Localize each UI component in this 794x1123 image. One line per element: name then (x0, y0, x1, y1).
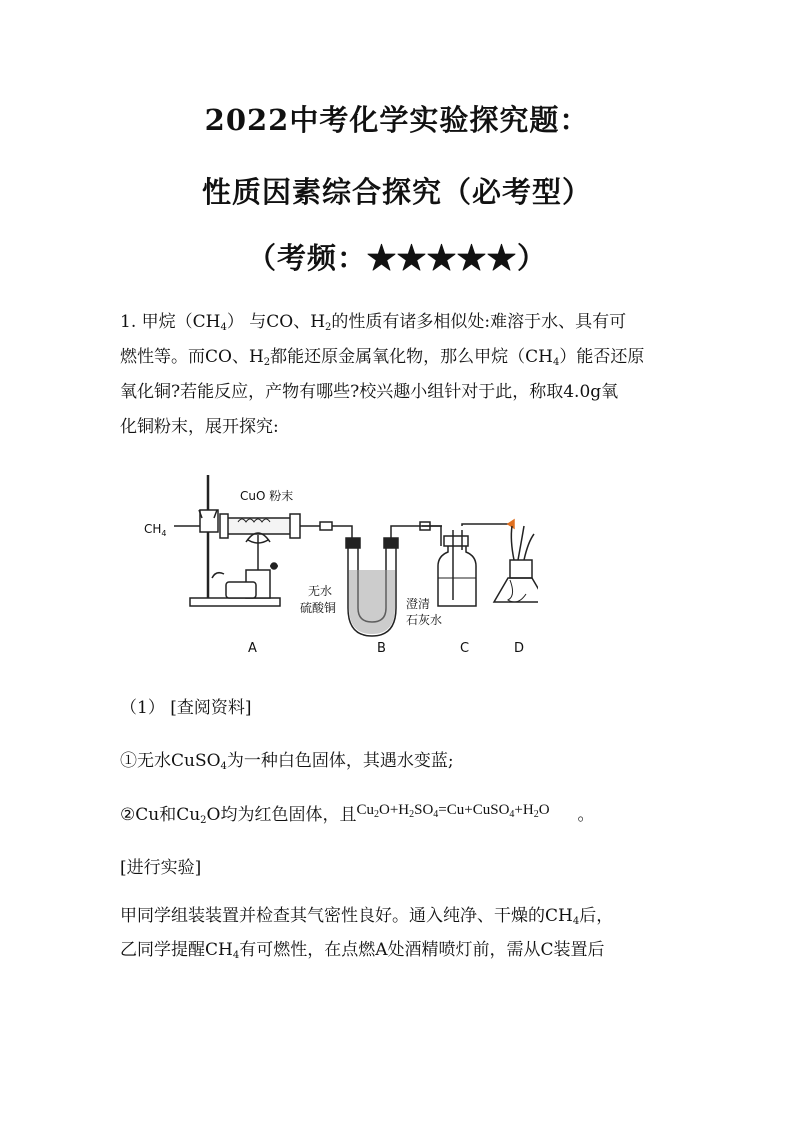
apparatus-c (420, 522, 502, 606)
anhydrous-cuso4-l1: 无水 (308, 584, 333, 598)
intro-line-4: 化铜粉末，展开探究: (120, 417, 279, 437)
intro-line-3: 氧化铜?若能反应，产物有哪些?校兴趣小组针对于此，称取4.0g氧 (120, 382, 619, 402)
title-line-1: 2022中考化学实验探究题： (204, 103, 590, 137)
title-line-3: （考频：★★★★★） (246, 241, 547, 275)
info-item-1: ①无水CuSO$_4$为一种白色固体，其遇水变蓝; (120, 751, 454, 772)
apparatus-d (494, 520, 538, 602)
limewater-l1: 澄清 (406, 597, 431, 611)
label-b: B (377, 641, 386, 656)
title-line-2: 性质因素综合探究（必考型） (201, 175, 592, 209)
intro-line-1: 1. 甲烷$(CH_4)$ 与CO、$H_2$的性质有诸多相似处:难溶于水、具有可 (120, 312, 627, 333)
info-item-2: ②Cu和$Cu_2O$均为红色固体，且$Cu_2O+H_2SO_4=Cu+CuSO_4+H_2O$ 。 (120, 802, 595, 826)
reaction-equation: $Cu_2O+H_2SO_4=Cu+CuSO_4+H_2O$ (356, 802, 550, 820)
label-a: A (248, 641, 257, 656)
experiment-heading: [进行实验] (120, 858, 202, 878)
section-1-heading: （1） [查阅资料] (120, 698, 252, 718)
experiment-line-1: 甲同学组装装置并检查其气密性良好。通入纯净、干燥的$CH_4$后， (120, 906, 614, 927)
apparatus-diagram (138, 470, 538, 660)
intro-line-2: 燃性等。而CO、$H_2$都能还原金属氧化物，那么甲烷$(CH_4)$能否还原 (120, 347, 645, 368)
experiment-line-2: 乙同学提醒$CH_4$有可燃性，在点燃A处酒精喷灯前，需从C装置后 (120, 940, 605, 961)
limewater-l2: 石灰水 (406, 613, 443, 627)
cuo-label: CuO 粉末 (240, 489, 294, 503)
ch4-label: $CH_4$ (144, 522, 167, 538)
label-c: C (460, 641, 470, 656)
label-d: D (514, 641, 525, 656)
anhydrous-cuso4-l2: 硫酸铜 (300, 601, 337, 615)
